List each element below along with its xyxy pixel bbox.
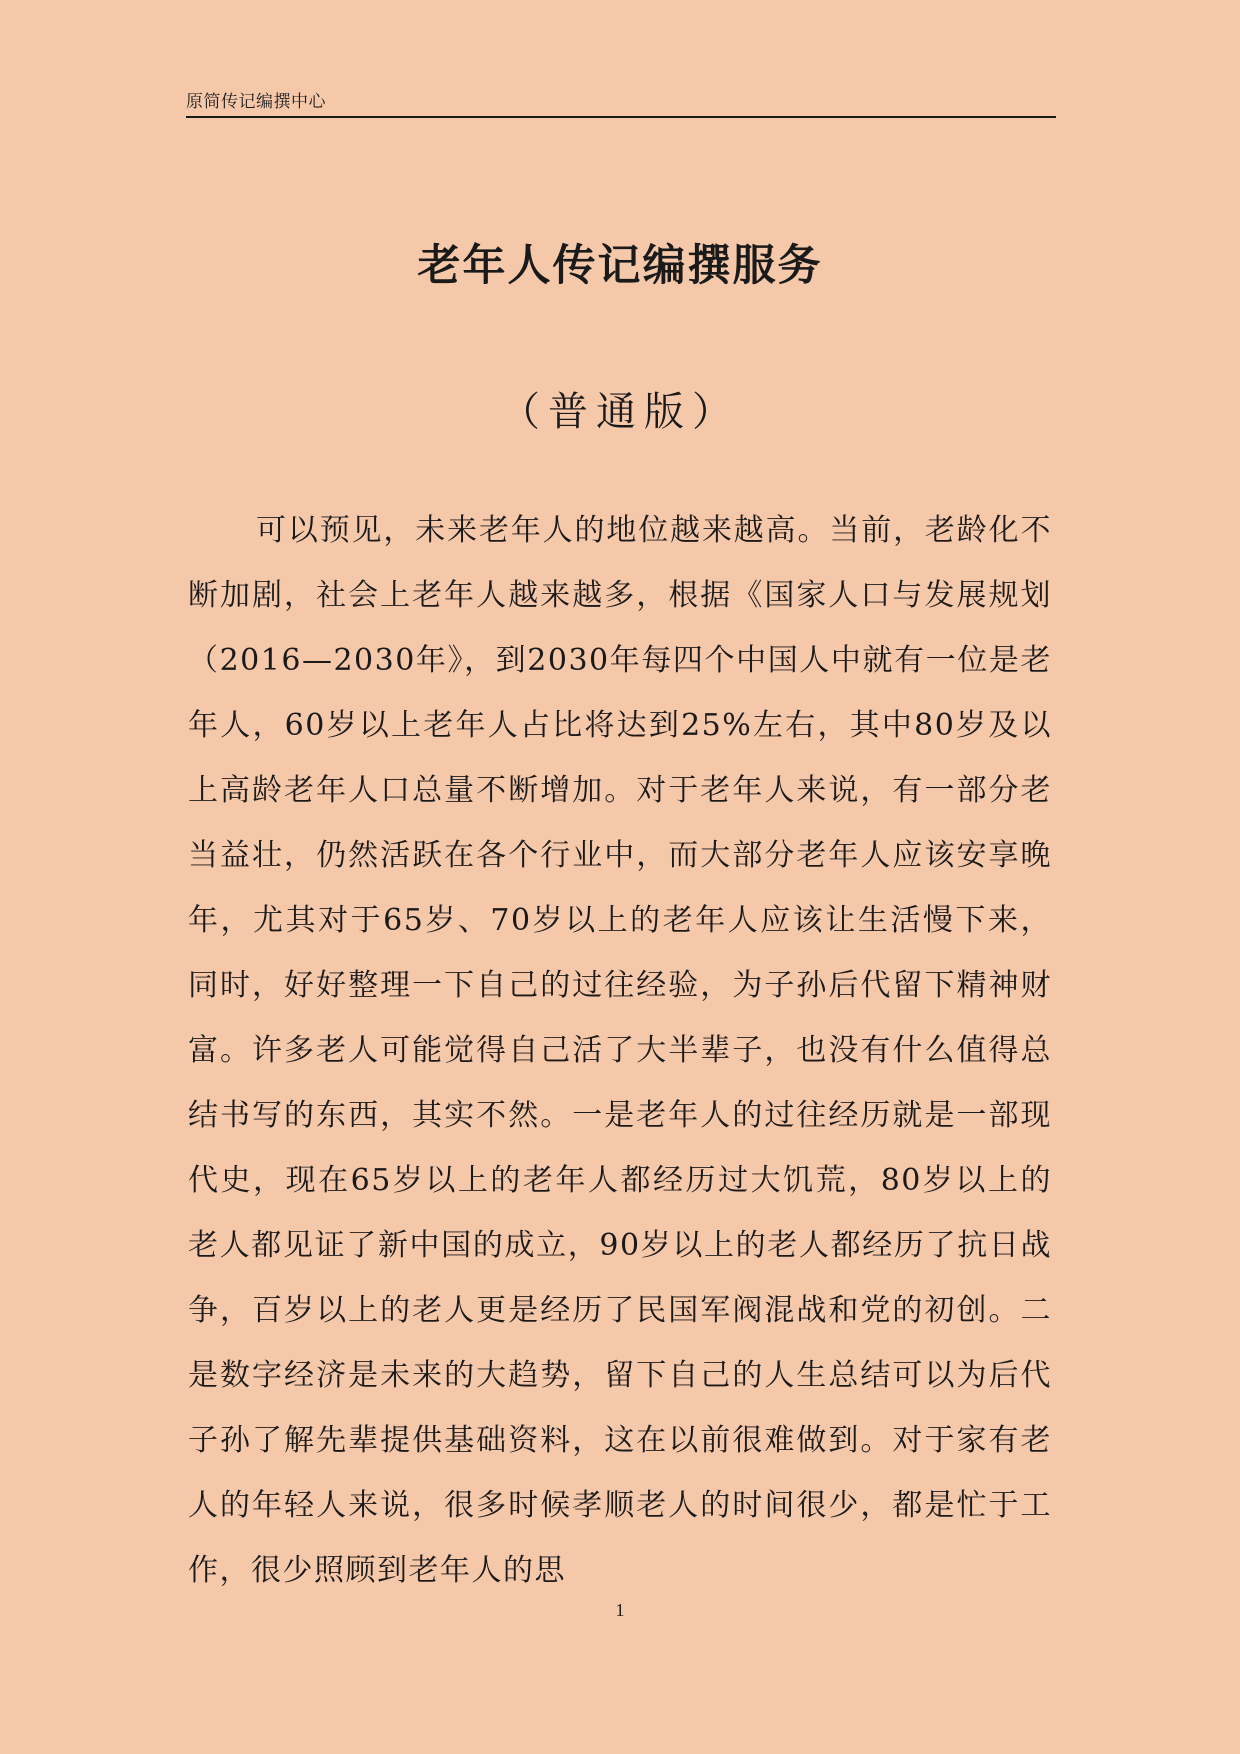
document-subtitle: （普通版） bbox=[500, 389, 740, 435]
document-title: 老年人传记编撰服务 bbox=[417, 241, 823, 291]
body-paragraph: 可以预见，未来老年人的地位越来越高。当前，老龄化不断加剧，社会上老年人越来越多，根据《国家人口与发展规划（2016—2030年》，到2030年每四个中国人中就有一位是老年人，60岁以上老年人占比将达到25%左右，其中80岁及以上高龄老年人口总量不断增加。对于老年人来说，有一部分老当益壮，仍然活跃在各个行业中，而大部分老年人应该安享晚年，尤其对于65岁、70岁以上的老年人应该让生活慢下来，同时，好好整理一下自己的过往经验，为子孙后代留下精神财富。许多老人可能觉得自己活了大半辈子，也没有什么值得总结书写的东西，其实不然。一是老年人的过往经历就是一部现代史，现在65岁以上的老年人都经历过大饥荒，80岁以上的老人都见证了新中国的成立，90岁以上的老人都经历了抗日战争，百岁以上的老人更是经历了民国军阀混战和党的初创。二是数字经济是未来的大趋势，留下自己的人生总结可以为后代子孙了解先辈提供基础资料，这在以前很难做到。对于家有老人的年轻人来说，很多时候孝顺老人的时间很少，都是忙于工作，很少照顾到老年人的思 bbox=[188, 513, 1052, 1588]
header-text: 原简传记编撰中心 bbox=[186, 92, 326, 112]
page-header bbox=[186, 88, 1056, 118]
page-number: 1 bbox=[615, 1600, 625, 1620]
